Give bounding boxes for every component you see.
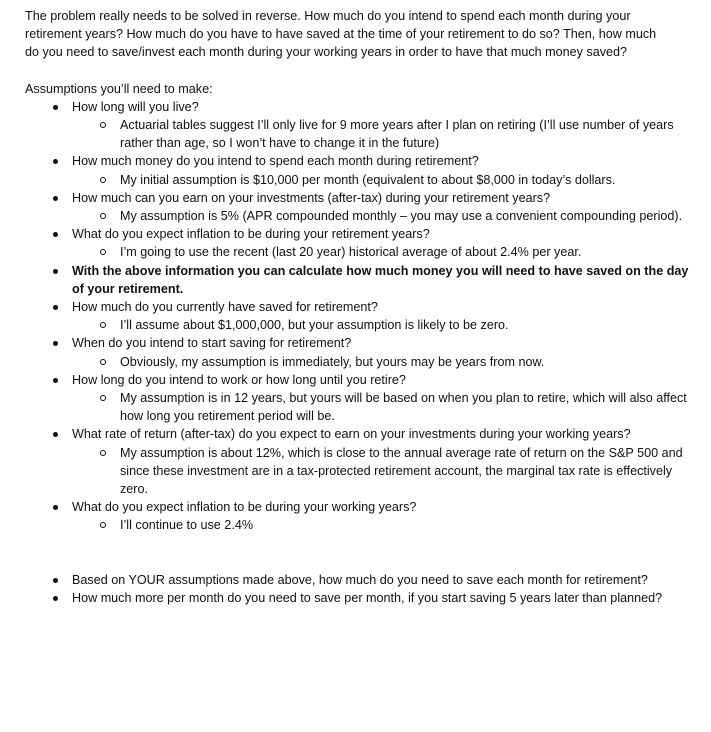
sub-list-item-text: My assumption is 5% (APR compounded monthly – you may use a convenient compounding period). (120, 209, 683, 224)
list-item (72, 334, 693, 370)
sub-list (72, 116, 693, 152)
sub-list-item (120, 207, 693, 225)
sub-list-item-text: My initial assumption is $10,000 per month (equivalent to about $8,000 in today’s dollars. (120, 172, 616, 187)
bullet-icon (53, 596, 58, 601)
assumptions-heading: Assumptions you’ll need to make: (25, 81, 213, 96)
hollow-bullet-icon (100, 213, 106, 219)
bullet-icon (53, 196, 58, 201)
hollow-bullet-icon (100, 522, 106, 528)
list-item (72, 225, 693, 261)
sub-list-item-text: Obviously, my assumption is immediately, but yours may be years from now. (120, 354, 545, 369)
final-question-text: Based on YOUR assumptions made above, how much do you need to save each month for retirement? (72, 572, 648, 587)
list-item-text-bold: With the above information you can calculate how much money you will need to have saved on the day of your retirement. (72, 263, 689, 296)
list-item-text: What do you expect inflation to be during your working years? (72, 500, 417, 515)
list-item-bold (72, 262, 693, 298)
sub-list-item-text: Actuarial tables suggest I’ll only live for 9 more years after I plan on retiring (I’ll use number of years rather than age, so I won’t have to change it in the future) (120, 118, 674, 151)
list-item (72, 371, 693, 426)
paragraph-spacer (25, 62, 693, 80)
hollow-bullet-icon (100, 177, 106, 183)
bullet-icon (53, 232, 58, 237)
list-item-text: What rate of return (after-tax) do you expect to earn on your investments during your working years? (72, 427, 631, 442)
list-item-text: How much do you currently have saved for retirement? (72, 300, 378, 315)
list-item (72, 298, 693, 334)
hollow-bullet-icon (100, 395, 106, 401)
list-item-text: When do you intend to start saving for retirement? (72, 336, 352, 351)
sub-list-item-text: I’m going to use the recent (last 20 year) historical average of about 2.4% per year. (120, 245, 582, 260)
intro-paragraph: The problem really needs to be solved in reverse. How much do you intend to spend each month during your retirement years? How much do you have to have saved at the time of your retirement to do so? Then, how much do you need to save/invest each month during your working years in order to have that much money saved? (25, 9, 657, 60)
list-item-text: How much can you earn on your investments (after-tax) during your retirement years? (72, 190, 551, 205)
hollow-bullet-icon (100, 322, 106, 328)
list-item (72, 189, 693, 225)
bullet-icon (53, 159, 58, 164)
list-item (72, 425, 693, 498)
list-item (72, 498, 693, 534)
bullet-icon (53, 105, 58, 110)
sub-list (72, 171, 693, 189)
bullet-icon (53, 305, 58, 310)
list-item-text: How long will you live? (72, 99, 199, 114)
hollow-bullet-icon (100, 122, 106, 128)
sub-list (72, 516, 693, 534)
bullet-icon (53, 341, 58, 346)
sub-list-item-text: I’ll continue to use 2.4% (120, 518, 254, 533)
sub-list-item (120, 171, 693, 189)
sub-list (72, 243, 693, 261)
sub-list-item (120, 316, 693, 334)
list-item (72, 571, 693, 589)
list-item-text: What do you expect inflation to be during your retirement years? (72, 227, 430, 242)
sub-list (72, 316, 693, 334)
sub-list-item-text: I’ll assume about $1,000,000, but your assumption is likely to be zero. (120, 318, 509, 333)
bullet-icon (53, 505, 58, 510)
list-item-text: How long do you intend to work or how long until you retire? (72, 372, 406, 387)
bullet-icon (53, 269, 58, 274)
sub-list-item (120, 389, 693, 425)
sub-list-item-text: My assumption is in 12 years, but yours will be based on when you plan to retire, which will also affect how long you retirement period will be. (120, 391, 687, 424)
hollow-bullet-icon (100, 249, 106, 255)
final-question-text: How much more per month do you need to save per month, if you start saving 5 years later than planned? (72, 590, 663, 605)
final-questions-list (25, 571, 693, 607)
hollow-bullet-icon (100, 450, 106, 456)
list-item-text: How much money do you intend to spend each month during retirement? (72, 154, 479, 169)
sub-list (72, 207, 693, 225)
sub-list-item-text: My assumption is about 12%, which is close to the annual average rate of return on the S&P 500 and since these investment are in a tax-protected retirement account, the marginal tax rate is effectively zero. (120, 445, 683, 497)
sub-list (72, 444, 693, 499)
sub-list (72, 353, 693, 371)
bullet-icon (53, 432, 58, 437)
list-item (72, 98, 693, 153)
sub-list-item (120, 116, 693, 152)
sub-list-item (120, 353, 693, 371)
sub-list-item (120, 516, 693, 534)
assumptions-list (25, 98, 693, 535)
bullet-icon (53, 378, 58, 383)
list-item (72, 589, 693, 607)
sub-list-item (120, 444, 693, 499)
section-gap (25, 535, 693, 571)
bullet-icon (53, 578, 58, 583)
sub-list-item (120, 243, 693, 261)
list-item (72, 152, 693, 188)
hollow-bullet-icon (100, 359, 106, 365)
sub-list (72, 389, 693, 425)
